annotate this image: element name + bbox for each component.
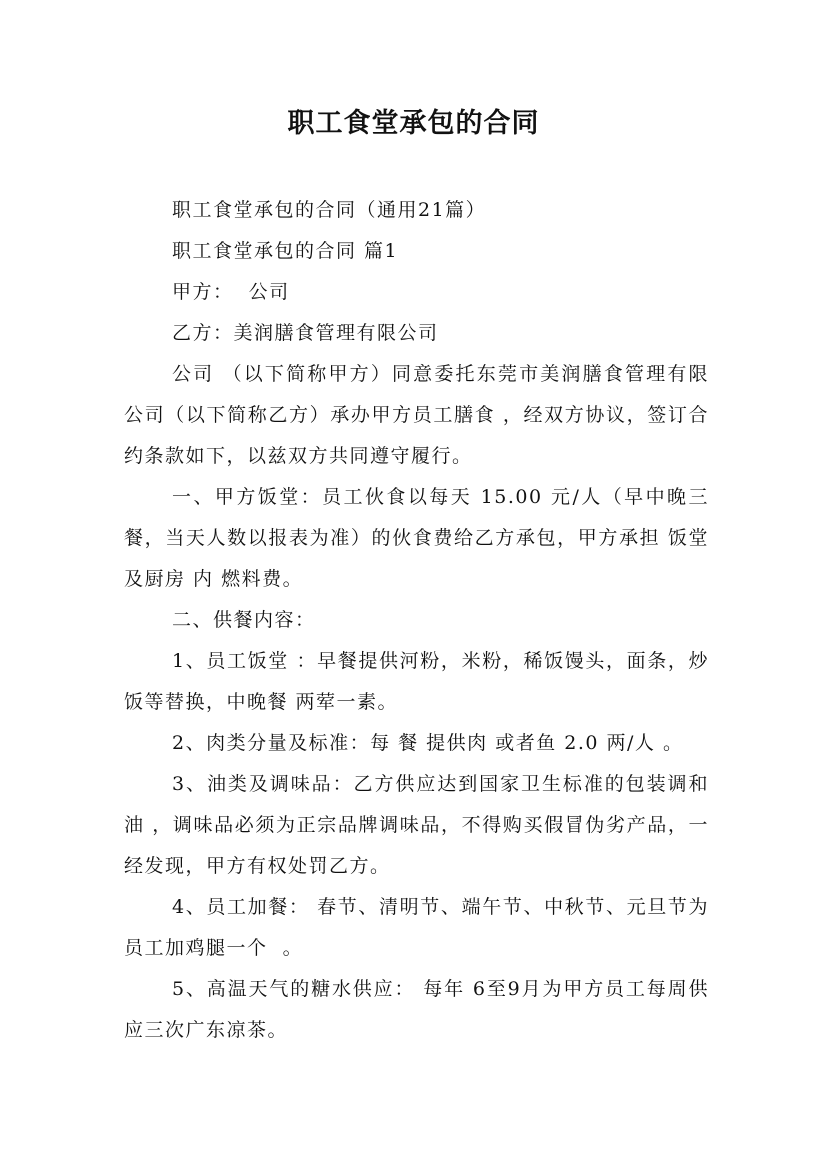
paragraph-item-1: 1、员工饭堂 ：早餐提供河粉，米粉，稀饭馒头，面条，炒饭等替换，中晚餐 两荤一素。: [124, 650, 709, 713]
paragraph-party-b: 乙方：美润膳食管理有限公司: [172, 322, 439, 344]
document-body: [124, 190, 709, 1051]
paragraph-item-3: 3、油类及调味品：乙方供应达到国家卫生标准的包装调和油 ，调味品必须为正宗品牌调味品，不得购买假冒伪劣产品，一经发现，甲方有权处罚乙方。: [124, 773, 709, 877]
paragraph-item-5: 5、高温天气的糖水供应： 每年 6至9月为甲方员工每周供应三次广东凉茶。: [124, 978, 709, 1041]
document-title: 职工食堂承包的合同: [287, 108, 540, 139]
paragraph-subtitle: 职工食堂承包的合同（通用21篇）: [172, 199, 487, 221]
paragraph-party-a: 甲方： 公司: [172, 281, 290, 303]
paragraph-item-2: 2、肉类分量及标准：每 餐 提供肉 或者鱼 2.0 两/人 。: [172, 732, 684, 754]
paragraph-item-4: 4、员工加餐： 春节、清明节、端午节、中秋节、元旦节为员工加鸡腿一个 。: [124, 896, 709, 959]
paragraph-clause-1: 一、甲方饭堂：员工伙食以每天 15.00 元/人（早中晚三餐，当天人数以报表为准）的伙食费给乙方承包，甲方承担 饭堂及厨房 内 燃料费。: [124, 486, 709, 590]
paragraph-clause-2-heading: 二、供餐内容：: [172, 609, 316, 631]
paragraph-preamble: 公司 （以下简称甲方）同意委托东莞市美润膳食管理有限公司（以下简称乙方）承办甲方员工膳食 ，经双方协议，签订合约条款如下，以兹双方共同遵守履行。: [124, 363, 709, 467]
paragraph-article-heading: 职工食堂承包的合同 篇1: [172, 240, 399, 262]
